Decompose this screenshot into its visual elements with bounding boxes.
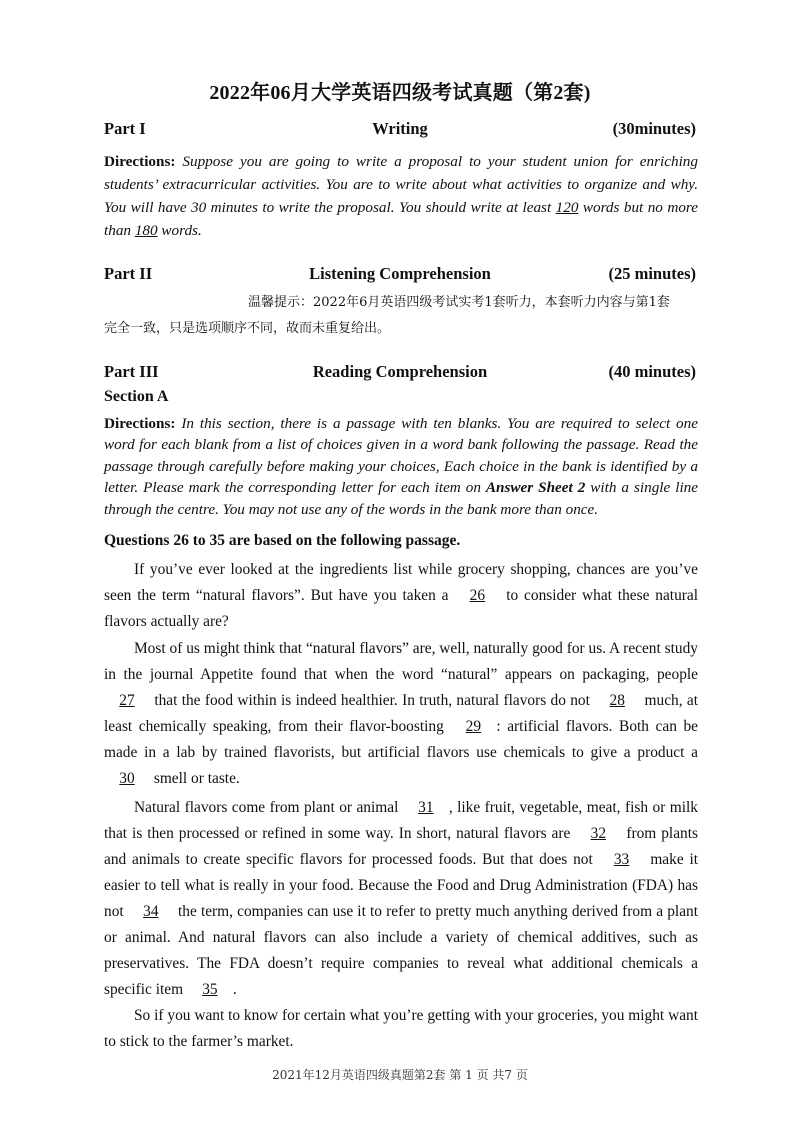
text: make it easier to tell what is really in your food. Because the Food and Drug Administration (FDA) has not [104,851,698,920]
section-a-heading: Section A [104,388,169,405]
part1-header [104,119,696,141]
passage-paragraph-3 [104,795,698,1003]
passage-paragraph-1 [104,557,698,635]
text: to consider what these natural flavors actually are? [104,587,699,630]
min-words: 120 [555,199,579,216]
text: that the food within is indeed healthier. In truth, natural flavors do not [150,692,595,709]
part2-time: (25 minutes) [608,264,696,283]
passage-paragraph-2 [104,636,698,792]
part3-header [104,362,696,384]
blank-35[interactable]: 35 [202,981,218,998]
blank-26[interactable]: 26 [469,587,486,604]
blank-27[interactable]: 27 [119,692,135,709]
answer-sheet-ref: Answer Sheet 2 [485,479,586,497]
blank-33[interactable]: 33 [613,851,630,868]
directions-label: Directions: [104,415,176,432]
blank-34[interactable]: 34 [143,903,159,920]
part1-directions [104,150,698,242]
questions-heading: Questions 26 to 35 are based on the following passage. [104,532,461,549]
section-a-directions [104,413,698,520]
page-footer: 2021年12月英语四级真题第2套 第 1 页 共7 页 [272,1068,528,1082]
blank-31[interactable]: 31 [418,799,434,816]
directions-text-2: with a single line through the centre. You may not use any of the words in the bank more than once. [104,479,698,518]
part3-label: Part III [104,362,159,381]
part2-label: Part II [104,264,153,283]
tip-line-2: 完全一致，只是选项顺序不同，故而未重复给出。 [104,321,391,336]
text: the term, companies can use it to refer to pretty much anything derived from a plant or animal. And natural flavors can also include a variety of chemical additives, such as preservatives. The FDA doesn’t require companies to reveal what additional chemicals a specific item [104,903,699,998]
blank-32[interactable]: 32 [590,825,607,842]
text: Most of us might think that “natural flavors” are, well, naturally good for us. A recent study in the journal Appetite found that when the word “natural” appears on packaging, people [104,640,698,683]
text: . [232,981,237,998]
part3-name: Reading Comprehension [312,362,488,381]
part2-header [104,264,696,286]
tip-line-1: 温馨提示：2022年6月英语四级考试实考1套听力，本套听力内容与第1套 [248,295,670,310]
blank-30[interactable]: 30 [119,770,135,787]
directions-label: Directions: [104,153,176,170]
max-words: 180 [134,222,158,239]
text: much, at least chemically speaking, from their flavor-boosting [104,692,698,735]
listening-tip [104,290,698,342]
passage-paragraph-4: So if you want to know for certain what you’re getting with your groceries, you might want to stick to the farmer’s market. [104,1007,698,1050]
text: If you’ve ever looked at the ingredients list while grocery shopping, chances are you’ve seen the term “natural flavors”. But have you taken a [104,561,698,604]
part3-time: (40 minutes) [608,362,696,381]
text: smell or taste. [150,770,240,787]
text: Natural flavors come from plant or animal [134,799,403,816]
text: from plants and animals to create specific flavors for processed foods. But that does not [104,825,698,868]
part1-label: Part I [104,119,146,138]
directions-text-1: Suppose you are going to write a proposal to your student union for enriching students’ extracurricular activities. You are to write about what activities to organize and why. You will have 30 minutes to write the proposal. You should write at least [104,153,698,216]
text: , like fruit, vegetable, meat, fish or milk that is then processed or refined in some way. In short, natural flavors are [104,799,698,842]
directions-text-1: In this section, there is a passage with ten blanks. You are required to select one word for each blank from a list of choices given in a word bank following the passage. Read the passage through carefully before making your choices, Each choice in the bank is identified by a letter. Please mark the corresponding letter for each item on [104,415,698,497]
part1-name: Writing [372,119,428,138]
directions-text-2: words but no more than [104,199,698,239]
blank-28[interactable]: 28 [609,692,625,709]
text: : artificial flavors. Both can be made in a lab by trained flavorists, but artificial flavors use chemicals to give a product a [104,718,698,761]
blank-29[interactable]: 29 [465,718,482,735]
directions-text-3: words. [157,222,202,239]
part1-time: (30minutes) [612,119,696,138]
part2-name: Listening Comprehension [309,264,491,283]
exam-title: 2022年06月大学英语四级考试真题（第2套) [209,82,591,104]
